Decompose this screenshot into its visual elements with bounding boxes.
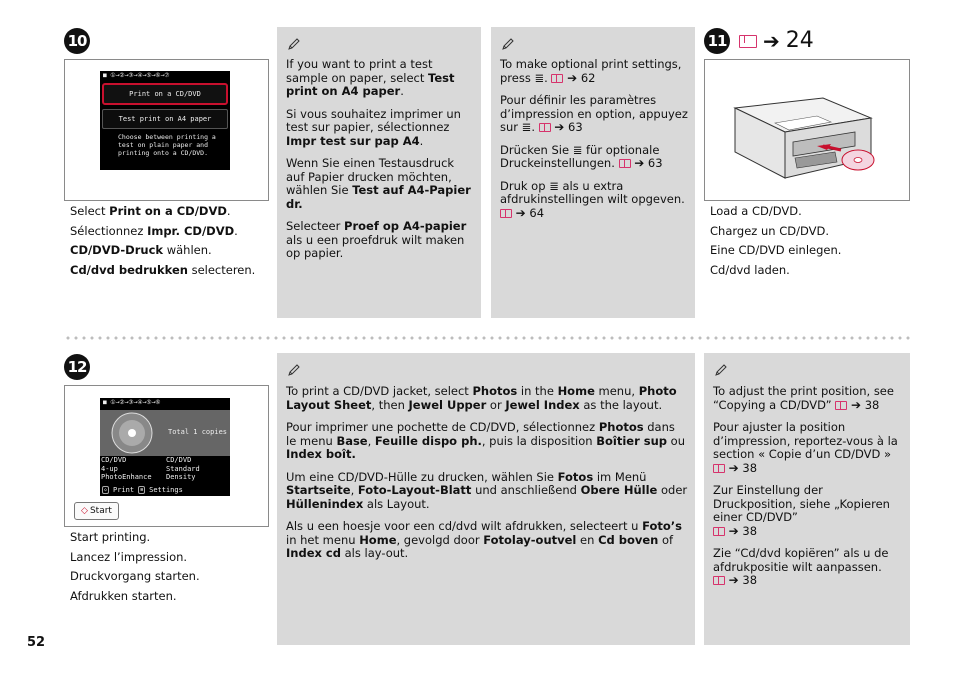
printer-loading-cd-illustration	[705, 60, 909, 200]
note3-nl-run: , gevolgd door	[396, 532, 484, 547]
cd-preview-image	[110, 411, 154, 455]
note3-en-run: Home	[557, 384, 595, 398]
printer-illustration-frame	[704, 59, 910, 201]
note3-fr-run: Photos	[598, 420, 644, 434]
caption-en: Select Print on a CD/DVD.	[70, 204, 231, 218]
step-number-10: 10	[64, 28, 90, 54]
note3-fr	[286, 421, 688, 462]
book-icon	[500, 209, 512, 218]
note3-en-run: or	[486, 397, 506, 412]
lcd-total-copies: Total 1 copies	[168, 428, 228, 436]
note1-de: Wenn Sie einen Testausdruck auf Papier drucken möchten, wählen Sie Test auf A4-Papier dr.	[286, 156, 471, 211]
note3-en-run: Jewel Upper	[408, 397, 487, 412]
menu-icon: ≣	[521, 120, 532, 134]
note3-fr-run: ou	[667, 433, 685, 448]
menu-key-icon: ≣	[140, 487, 144, 493]
note3-nl-run: en	[576, 532, 599, 547]
note3-de-run: Um eine CD/DVD-Hülle zu drucken, wählen Sie	[286, 469, 558, 484]
caption-en: Load a CD/DVD.	[710, 204, 802, 218]
caption-fr: Lancez l’impression.	[70, 549, 188, 564]
note3-de-run: als Layout.	[363, 496, 430, 511]
note3-nl-run: als lay-out.	[340, 546, 409, 560]
start-button[interactable]: ◇ Start	[74, 502, 119, 520]
start-key-icon: ◇	[104, 487, 108, 493]
note3-en-run: menu,	[594, 384, 639, 398]
caption-fr: Sélectionnez Impr. CD/DVD.	[70, 223, 238, 238]
note3-nl-run: Fotolay-outvel	[483, 532, 577, 547]
arrow-right-icon: ➔	[728, 460, 739, 475]
note3-en-run: as the layout.	[579, 397, 663, 412]
note2-fr: Pour définir les paramètres d’impression en option, appuyez sur ≣. ➔ 63	[500, 93, 688, 134]
note4-en: To adjust the print position, see “Copying a CD/DVD” ➔ 38	[713, 384, 894, 412]
note3-de	[286, 471, 688, 512]
note3-en-run: Photos	[472, 384, 518, 398]
note3-fr-run: Base	[336, 433, 368, 448]
step11-page-ref: 24	[785, 28, 814, 53]
lcd-footer: ◇ Print ≣ Settings	[104, 486, 183, 494]
dotted-divider	[64, 335, 910, 341]
page-number: 52	[27, 635, 46, 650]
note3-fr-run: dans le menu	[286, 420, 675, 448]
arrow-right-icon: ➔	[634, 156, 645, 170]
pencil-icon	[287, 363, 301, 377]
note3-nl-run: Home	[359, 532, 397, 547]
note3-nl-run: of	[658, 532, 674, 547]
note3-nl-run: Als u een hoesje voor een cd/dvd wilt afdrukken, selecteert u	[286, 519, 643, 533]
book-icon	[713, 464, 725, 473]
note2-en: To make optional print settings, press ≣. ➔ 62	[500, 57, 682, 85]
note3-en	[286, 385, 688, 412]
step-number-12: 12	[64, 354, 90, 380]
arrow-right-icon: ➔	[763, 29, 780, 53]
caption-de: Eine CD/DVD einlegen.	[710, 243, 842, 257]
note3-nl-run: Foto’s	[642, 519, 682, 533]
note3-en-run: , then	[371, 397, 409, 412]
note3-nl-run: in het menu	[286, 532, 360, 547]
note3-en-run: in the	[517, 384, 558, 398]
menu-icon: ≣	[572, 142, 583, 157]
step11-captions	[710, 202, 908, 280]
note3-de-run: Obere Hülle	[580, 483, 658, 497]
note1-nl: Selecteer Proef op A4-papier als u een proefdruk wilt maken op papier.	[286, 219, 467, 260]
note2-nl: Druk op ≣ als u extra afdrukinstellingen wilt opgeven. ➔ 64	[500, 178, 685, 220]
note3-fr-run: Index boît.	[286, 447, 356, 461]
book-icon	[713, 527, 725, 536]
note3-de-run: oder	[657, 483, 688, 497]
lcd-screenshot-frame	[64, 385, 269, 527]
step11-reference	[739, 28, 814, 53]
book-icon	[713, 576, 725, 585]
step12-captions	[70, 528, 270, 606]
book-icon	[551, 74, 563, 83]
note3-de-run: Foto-Layout-Blatt	[357, 483, 472, 497]
arrow-right-icon: ➔	[554, 120, 565, 134]
note3-en-run: Photo Layout Sheet	[286, 384, 677, 412]
note-panel-optional-settings	[491, 27, 695, 318]
pencil-icon	[501, 37, 515, 51]
caption-de: CD/DVD-Druck wählen.	[70, 243, 212, 257]
note1-en: If you want to print a test sample on paper, select Test print on A4 paper.	[286, 57, 455, 98]
note3-de-run: ,	[350, 483, 358, 497]
arrow-right-icon: ➔	[728, 523, 739, 538]
note3-de-run: und anschließend	[471, 483, 581, 497]
lcd-screen	[100, 71, 230, 170]
note3-de-run: im Menü	[593, 469, 647, 484]
step-number-11: 11	[704, 28, 730, 54]
note3-nl-run: Index cd	[286, 546, 341, 560]
note3-fr-run: Boîtier sup	[596, 433, 668, 448]
note3-fr-run: ,	[367, 433, 375, 448]
note3-fr-run: Feuille dispo ph.	[374, 433, 482, 448]
arrow-right-icon: ➔	[515, 205, 526, 220]
note3-fr-run: Pour imprimer une pochette de CD/DVD, sélectionnez	[286, 420, 599, 434]
note1-fr: Si vous souhaitez imprimer un test sur papier, sélectionnez Impr test sur pap A4.	[286, 106, 461, 148]
lcd-header: ■ ①→②→③→④→⑤→⑥	[103, 399, 161, 406]
pencil-icon	[287, 37, 301, 51]
lcd-info-text: Choose between printing a test on plain paper and printing onto a CD/DVD.	[118, 133, 216, 157]
note3-en-run: Jewel Index	[505, 397, 580, 412]
note4-nl: Zie “Cd/dvd kopiëren” als u de afdrukpositie wilt aanpassen. ➔ 38	[713, 546, 889, 587]
note-panel-cd-jacket	[277, 353, 695, 645]
arrow-right-icon: ➔	[850, 397, 862, 412]
caption-de: Druckvorgang starten.	[70, 569, 200, 583]
note3-nl	[286, 520, 688, 561]
lcd-option-print-cd: Print on a CD/DVD	[102, 83, 228, 105]
lcd-right-settings: CD/DVD Standard Density	[166, 456, 200, 481]
step10-captions	[70, 202, 270, 280]
note-panel-print-position	[704, 353, 910, 645]
lcd-left-settings: CD/DVD 4-up PhotoEnhance	[101, 456, 152, 481]
caption-nl: Afdrukken starten.	[70, 588, 177, 603]
note3-nl-run: Cd boven	[598, 532, 659, 547]
note2-de: Drücken Sie ≣ für optionale Druckeinstellungen. ➔ 63	[500, 142, 663, 170]
pencil-icon	[714, 363, 728, 377]
lcd-header: ■ ①→②→③→④→⑤→⑥→⑦	[103, 72, 170, 79]
note4-de: Zur Einstellung der Druckposition, siehe „Kopieren einer CD/DVD” ➔ 38	[713, 483, 890, 538]
menu-icon: ≣	[549, 178, 559, 193]
book-icon	[739, 35, 757, 48]
note3-de-run: Hüllenindex	[286, 496, 364, 511]
start-diamond-icon: ◇	[81, 506, 88, 516]
lcd-option-test-print: Test print on A4 paper	[102, 109, 228, 129]
note4-fr: Pour ajuster la position d’impression, reportez-vous à la section « Copie d’un CD/DVD » ➔ 38	[713, 420, 898, 475]
arrow-right-icon: ➔	[728, 573, 739, 587]
note3-de-run: Fotos	[557, 469, 594, 484]
note-panel-test-print	[277, 27, 481, 318]
lcd-screen	[100, 398, 230, 496]
note3-fr-run: , puis la disposition	[481, 433, 597, 448]
note3-de-run: Startseite	[286, 483, 351, 497]
lcd-screenshot-frame	[64, 59, 269, 201]
book-icon	[619, 159, 631, 168]
caption-nl: Cd/dvd bedrukken selecteren.	[70, 262, 256, 277]
note3-en-run: To print a CD/DVD jacket, select	[286, 384, 473, 398]
book-icon	[539, 123, 551, 132]
menu-icon: ≣	[534, 70, 545, 85]
caption-nl: Cd/dvd laden.	[710, 262, 790, 277]
caption-en: Start printing.	[70, 530, 151, 544]
book-icon	[835, 401, 847, 410]
arrow-right-icon: ➔	[567, 70, 578, 85]
caption-fr: Chargez un CD/DVD.	[710, 223, 829, 238]
